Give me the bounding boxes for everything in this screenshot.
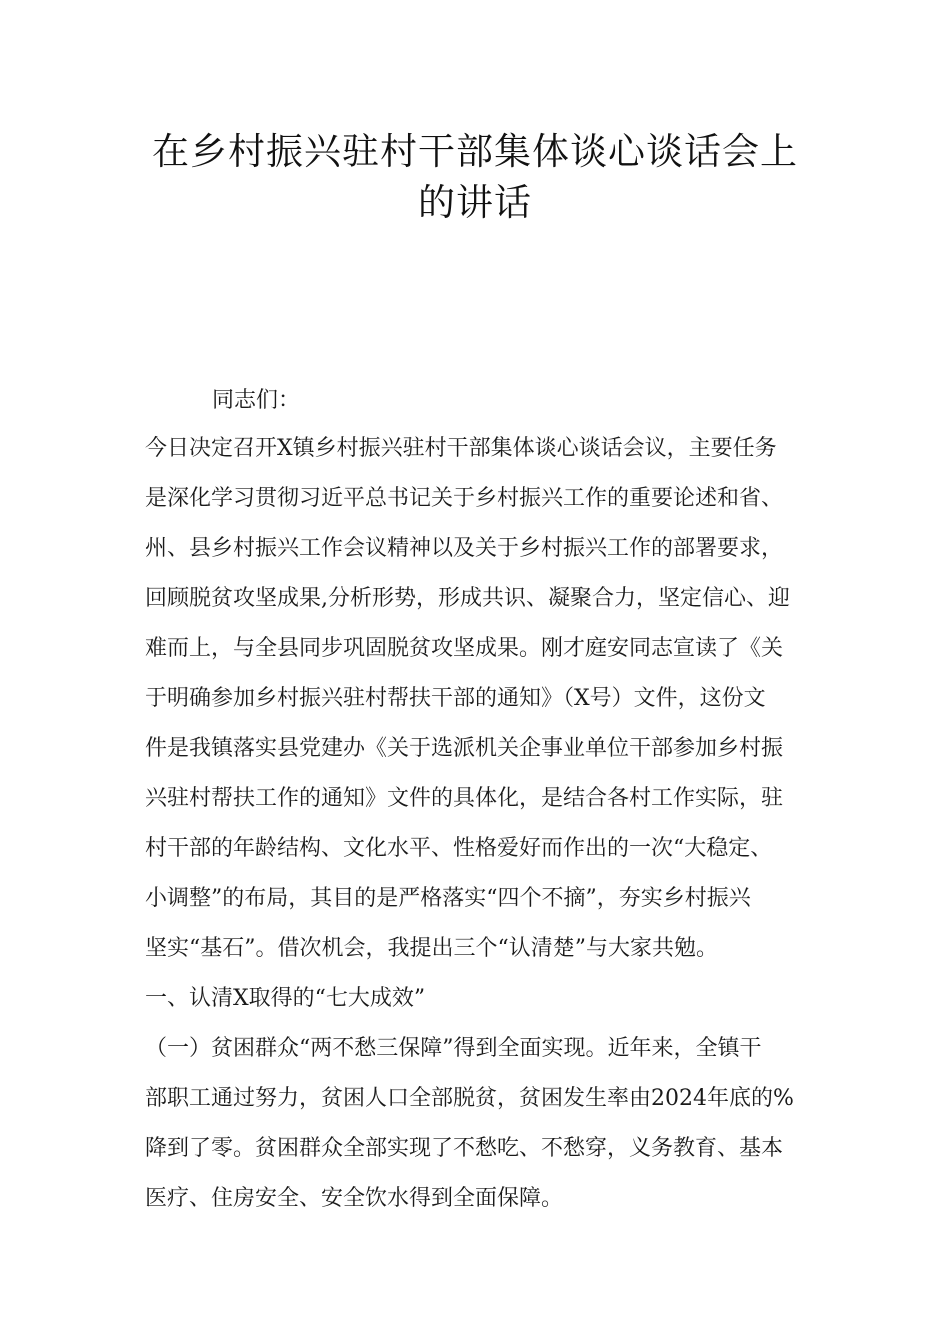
title-line-2: 的讲话 (418, 181, 532, 224)
section-heading-1 (145, 984, 825, 1034)
paragraph-line: 部职工通过努力，贫困人口全部脱贫，贫困发生率由2024年底的% (145, 1086, 794, 1111)
paragraph-line: 小调整”的布局，其目的是严格落实“四个不摘”，夯实乡村振兴 (145, 886, 751, 911)
paragraph-line: 州、县乡村振兴工作会议精神以及关于乡村振兴工作的部署要求， (145, 536, 784, 561)
paragraph-line: 件是我镇落实县党建办《关于选派机关企事业单位干部参加乡村振 (145, 736, 784, 761)
paragraph-line: 降到了零。贫困群众全部实现了不愁吃、不愁穿，义务教育、基本 (145, 1136, 784, 1161)
paragraph-intro (145, 434, 825, 984)
paragraph-line: 回顾脱贫攻坚成果,分析形势，形成共识、凝聚合力，坚定信心、迎 (145, 586, 790, 611)
paragraph-line: 村干部的年龄结构、文化水平、性格爱好而作出的一次“大稳定、 (145, 836, 773, 861)
paragraph-line: 是深化学习贯彻习近平总书记关于乡村振兴工作的重要论述和省、 (145, 486, 784, 511)
paragraph-line: 于明确参加乡村振兴驻村帮扶干部的通知》（X号）文件，这份文 (145, 686, 766, 711)
paragraph-line: 兴驻村帮扶工作的通知》文件的具体化，是结合各村工作实际，驻 (145, 786, 784, 811)
paragraph-line: 坚实“基石”。借次机会，我提出三个“认清楚”与大家共勉。 (145, 936, 718, 961)
paragraph-line: 难而上，与全县同步巩固脱贫攻坚成果。刚才庭安同志宣读了《关 (145, 636, 784, 661)
document-title (100, 126, 850, 228)
paragraph-line: （一）贫困群众“两不愁三保障”得到全面实现。近年来，全镇干 (145, 1036, 762, 1061)
paragraph-line: 医疗、住房安全、安全饮水得到全面保障。 (145, 1186, 564, 1211)
paragraph-section-1-1 (145, 1034, 825, 1234)
section-heading-text: 一、认清X取得的“七大成效” (145, 986, 426, 1011)
salutation: 同志们： (212, 388, 301, 413)
title-line-1: 在乡村振兴驻村干部集体谈心谈话会上 (152, 130, 798, 173)
paragraph-line: 今日决定召开X镇乡村振兴驻村干部集体谈心谈话会议，主要任务 (145, 436, 777, 461)
